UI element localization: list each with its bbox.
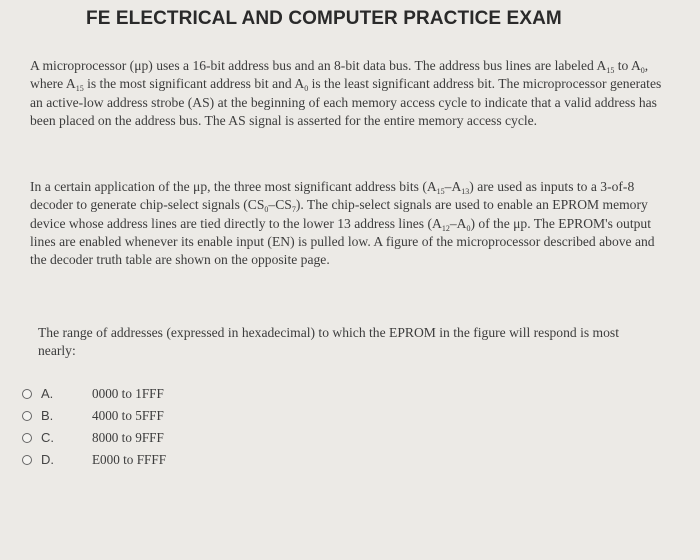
option-text: 0000 to 1FFF	[92, 386, 164, 401]
text: –A	[444, 179, 462, 194]
option-d[interactable]	[22, 451, 322, 473]
subscript: 12	[441, 223, 450, 233]
subscript: 0	[466, 223, 471, 233]
problem-paragraph-1	[30, 57, 670, 130]
text: ). The chip-select signals are used to enable an EPROM memory device whose address lines are tied directly to the lower 13 address lines (A	[30, 197, 648, 231]
option-a[interactable]	[22, 385, 322, 407]
text: A microprocessor (μp) uses a 16-bit address bus and an 8-bit data bus. The address bus lines are labeled A	[30, 58, 607, 73]
option-text: 4000 to 5FFF	[92, 408, 164, 423]
question-text: The range of addresses (expressed in hexadecimal) to which the EPROM in the figure will respond is most nearly:	[38, 325, 619, 359]
text: is the most significant address bit and A	[83, 76, 305, 92]
option-text: 8000 to 9FFF	[92, 430, 164, 445]
text: In a certain application of the μp, the three most significant address bits (A	[30, 179, 437, 194]
subscript: 13	[461, 187, 470, 196]
subscript: 15	[606, 66, 615, 75]
radio-icon[interactable]	[22, 389, 32, 399]
option-letter: C.	[41, 430, 54, 445]
option-letter: A.	[41, 386, 54, 401]
radio-icon[interactable]	[22, 455, 32, 465]
subscript: 15	[75, 84, 84, 94]
text: ) are used as inputs to a 3-of-8 decoder to generate chip-select signals (CS	[30, 179, 635, 213]
answer-options	[22, 385, 322, 473]
subscript: 0	[640, 66, 645, 75]
text: –CS	[268, 197, 292, 213]
subscript: 0	[264, 205, 269, 215]
text: , where A	[30, 58, 649, 92]
text: ) of the μp. The EPROM's output lines are enabled whenever its enable input (EN) is pulled low. A figure of the microprocessor described above and the decoder truth table are shown on the opposite page.	[30, 215, 655, 268]
subscript: 7	[291, 205, 296, 215]
subscript: 0	[304, 84, 309, 94]
subscript: 15	[436, 187, 445, 196]
exam-title: FE ELECTRICAL AND COMPUTER PRACTICE EXAM	[86, 8, 562, 29]
text: is the least significant address bit. The microprocessor generates an active-low address strobe (AS) at the beginning of each memory access cycle to indicate that a valid address has been placed on the address bus. The AS signal is asserted for the entire memory access cycle.	[30, 76, 662, 128]
option-c[interactable]	[22, 429, 322, 451]
option-b[interactable]	[22, 407, 322, 429]
problem-paragraph-2	[30, 178, 660, 269]
text: –A	[449, 215, 467, 231]
option-letter: D.	[41, 452, 54, 467]
radio-icon[interactable]	[22, 411, 32, 421]
radio-icon[interactable]	[22, 433, 32, 443]
option-text: E000 to FFFF	[92, 452, 167, 467]
text: to A	[614, 58, 641, 73]
option-letter: B.	[41, 408, 54, 423]
